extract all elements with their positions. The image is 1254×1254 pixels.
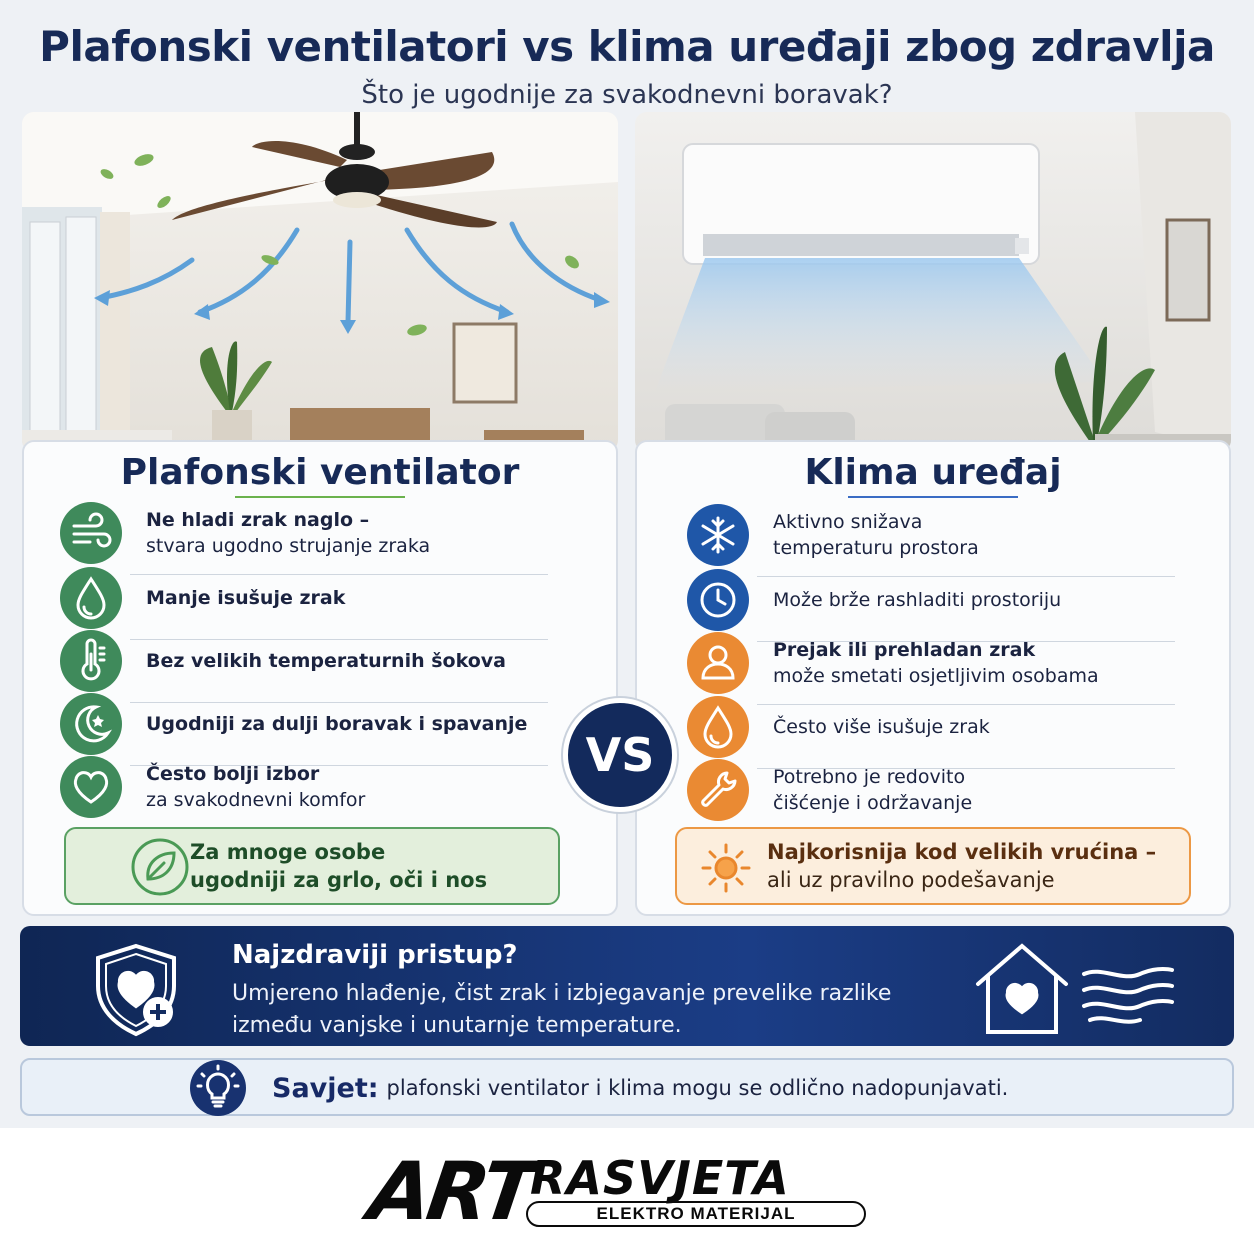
banner-text: Umjereno hlađenje, čist zrak i izbjegavanje prevelike razlike između vanjske i unutarnje temperature.: [232, 981, 892, 1038]
tip-label: Savjet:: [272, 1072, 379, 1104]
feature-line-1: Ne hladi zrak naglo –: [146, 509, 370, 531]
feature-line-1: Ugodniji za dulji boravak i spavanje: [146, 713, 528, 735]
feature-text: [773, 696, 1193, 758]
ceiling-fan-panel: [22, 440, 618, 916]
feature-line-2: može smetati osjetljivim osobama: [773, 665, 1099, 687]
person-icon: [687, 632, 749, 694]
sun-icon: [699, 841, 753, 895]
air-conditioner-room-illustration: [635, 112, 1231, 452]
banner-title: Najzdraviji pristup?: [232, 940, 518, 970]
clock-icon: [687, 569, 749, 631]
feature-text: [146, 630, 566, 692]
ac-feature: [687, 504, 1187, 566]
fan-health-callout: [64, 827, 560, 905]
feature-line-1: Potrebno je redovito: [773, 766, 966, 788]
callout-text: [190, 829, 487, 903]
tip-bar: [20, 1058, 1234, 1116]
feature-line-2: stvara ugodno strujanje zraka: [146, 535, 431, 557]
moon-star-icon: [60, 693, 122, 755]
leaf-icon: [130, 837, 190, 897]
feature-text: [146, 567, 566, 629]
ac-feature: [687, 696, 1187, 758]
lightbulb-icon: [190, 1060, 246, 1116]
feature-line-1: Manje isušuje zrak: [146, 587, 346, 609]
feature-line-1: Može brže rashladiti prostoriju: [773, 589, 1062, 611]
fan-feature: [60, 630, 560, 692]
ceiling-fan-room-illustration: [22, 112, 618, 452]
feature-text: [146, 502, 566, 564]
ac-feature: [687, 759, 1187, 821]
feature-line-2: temperaturu prostora: [773, 537, 979, 559]
callout-text: [767, 829, 1156, 903]
callout-line-1: Najkorisnija kod velikih vrućina –: [767, 840, 1157, 864]
feature-line-2: čišćenje i održavanje: [773, 792, 973, 814]
fan-feature: [60, 502, 560, 564]
vs-label: VS: [585, 728, 655, 782]
feature-text: [773, 759, 1193, 821]
callout-line-2: ali uz pravilno podešavanje: [767, 868, 1055, 892]
feature-text: [773, 632, 1193, 694]
air-conditioner-heading: Klima uređaj: [804, 452, 1062, 493]
feature-line-1: Prejak ili prehladan zrak: [773, 639, 1036, 661]
feature-text: [146, 693, 566, 755]
vs-badge: [563, 698, 677, 812]
healthiest-approach-banner: [20, 926, 1234, 1046]
house-heart-airflow-icon: [972, 940, 1182, 1036]
page-title: Plafonski ventilatori vs klima uređaji zbog zdravlja: [39, 22, 1215, 71]
thermometer-icon: [60, 630, 122, 692]
ac-heat-callout: [675, 827, 1191, 905]
feature-line-2: za svakodnevni komfor: [146, 789, 366, 811]
tip-text: [272, 1060, 1008, 1116]
art-rasvjeta-logo: [360, 1145, 880, 1238]
feature-text: [773, 504, 1193, 566]
feature-line-1: Često više isušuje zrak: [773, 716, 990, 738]
feature-line-1: Bez velikih temperaturnih šokova: [146, 650, 506, 672]
feature-line-1: Često bolji izbor: [146, 763, 320, 785]
callout-line-1: Za mnoge osobe: [190, 840, 386, 864]
fan-feature: [60, 693, 560, 755]
feature-text: [773, 569, 1193, 631]
air-conditioner-panel: [635, 440, 1231, 916]
fan-feature: [60, 756, 560, 818]
ceiling-fan-heading: Plafonski ventilator: [120, 452, 520, 493]
wind-icon: [60, 502, 122, 564]
heart-icon: [60, 756, 122, 818]
callout-line-2: ugodniji za grlo, oči i nos: [190, 868, 488, 892]
snowflake-icon: [687, 504, 749, 566]
ac-feature: [687, 569, 1187, 631]
logo-rasvjeta: RASVJETA: [530, 1151, 790, 1205]
feature-text: [146, 756, 566, 818]
logo-tagline: ELEKTRO MATERIJAL: [526, 1201, 866, 1227]
fan-feature: [60, 567, 560, 629]
ac-feature: [687, 632, 1187, 694]
feature-line-1: Aktivno snižava: [773, 511, 923, 533]
logo-art: ART: [363, 1145, 540, 1238]
shield-heart-icon: [88, 942, 188, 1038]
heading-underline: [848, 496, 1018, 498]
wrench-icon: [687, 759, 749, 821]
water-drop-icon: [687, 696, 749, 758]
tip-message: plafonski ventilator i klima mogu se odlično nadopunjavati.: [386, 1076, 1009, 1100]
page-subtitle: Što je ugodnije za svakodnevni boravak?: [361, 80, 893, 110]
heading-underline: [235, 496, 405, 498]
water-drop-icon: [60, 567, 122, 629]
